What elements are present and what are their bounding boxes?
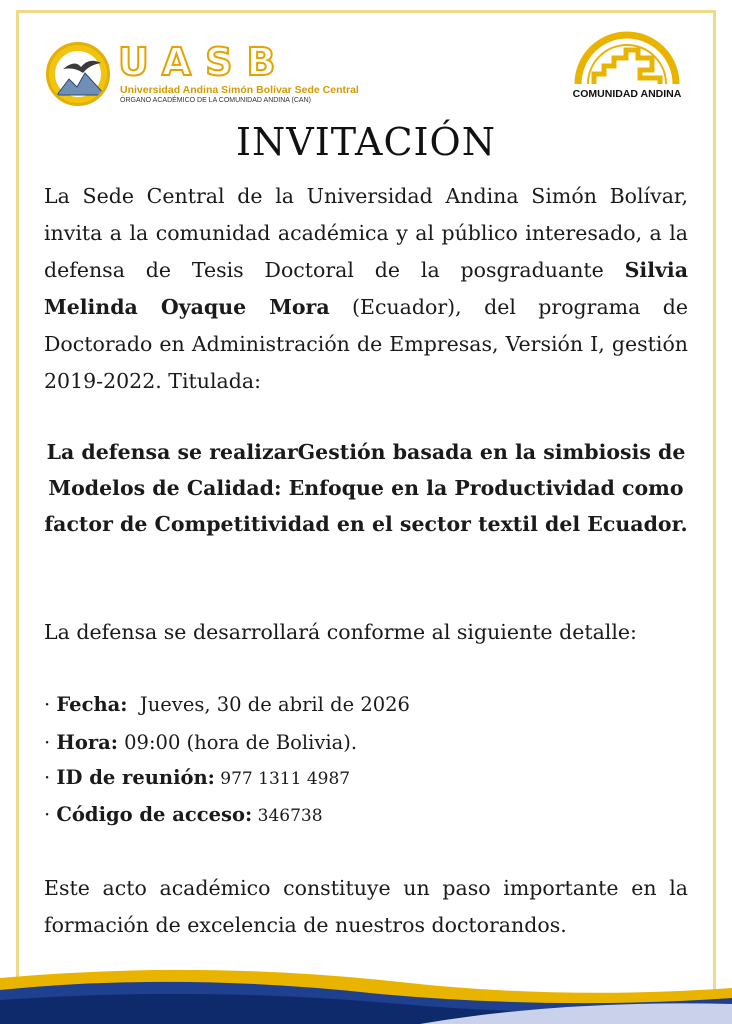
- intro-text-before: La Sede Central de la Universidad Andina Simón Bolívar, invita a la comunidad académica y al público interesado, a la defensa de Tesis Doctoral de la posgraduante: [44, 184, 688, 282]
- detail-date: [44, 690, 684, 720]
- bullet: ·: [44, 693, 57, 716]
- detail-value: 09:00 (hora de Bolivia).: [117, 731, 358, 754]
- candidate-name: Silvia Melinda Oyaque Mora: [44, 258, 688, 319]
- uasb-seal-icon: [46, 42, 110, 106]
- detail-meeting-id: [44, 763, 684, 794]
- comunidad-andina-label: COMUNIDAD ANDINA: [572, 88, 682, 100]
- page-title: INVITACIÓN: [236, 120, 496, 164]
- detail-value: Jueves, 30 de abril de 2026: [127, 693, 410, 716]
- detail-time: [44, 728, 684, 758]
- uasb-wordmark: UASB: [118, 40, 290, 84]
- closing-paragraph: Este acto académico constituye un paso importante en la formación de excelencia de nuestros doctorandos.: [44, 876, 688, 937]
- thesis-title: La defensa se realizarGestión basada en la simbiosis de Modelos de Calidad: Enfoque en la Productividad como factor de Competitividad en el sector textil del Ecuador.: [44, 440, 688, 536]
- detail-label: Hora:: [56, 731, 118, 754]
- intro-text-after: (Ecuador), del programa de Doctorado en Administración de Empresas, Versión I, gestión 2019-2022. Titulada:: [44, 295, 688, 393]
- bullet: ·: [44, 803, 57, 826]
- bullet: ·: [44, 731, 57, 754]
- uasb-logo: [46, 42, 366, 108]
- detail-label: Fecha:: [56, 693, 128, 716]
- uasb-organ-text: ÓRGANO ACADÉMICO DE LA COMUNIDAD ANDINA (CAN): [120, 97, 311, 104]
- detail-label: Código de acceso:: [56, 803, 253, 826]
- bullet: ·: [44, 766, 57, 789]
- detail-intro: La defensa se desarrollará conforme al siguiente detalle:: [44, 620, 637, 644]
- intro-paragraph: [44, 178, 688, 400]
- detail-value: 346738: [252, 806, 323, 826]
- footer-wave-decoration: [0, 960, 732, 1024]
- comunidad-andina-logo: [568, 26, 686, 106]
- comunidad-andina-emblem-icon: [568, 26, 686, 88]
- detail-label: ID de reunión:: [56, 766, 215, 789]
- uasb-subtitle: Universidad Andina Simón Bolívar Sede Central: [120, 84, 359, 96]
- detail-value: 977 1311 4987: [214, 769, 351, 789]
- detail-access-code: [44, 800, 684, 831]
